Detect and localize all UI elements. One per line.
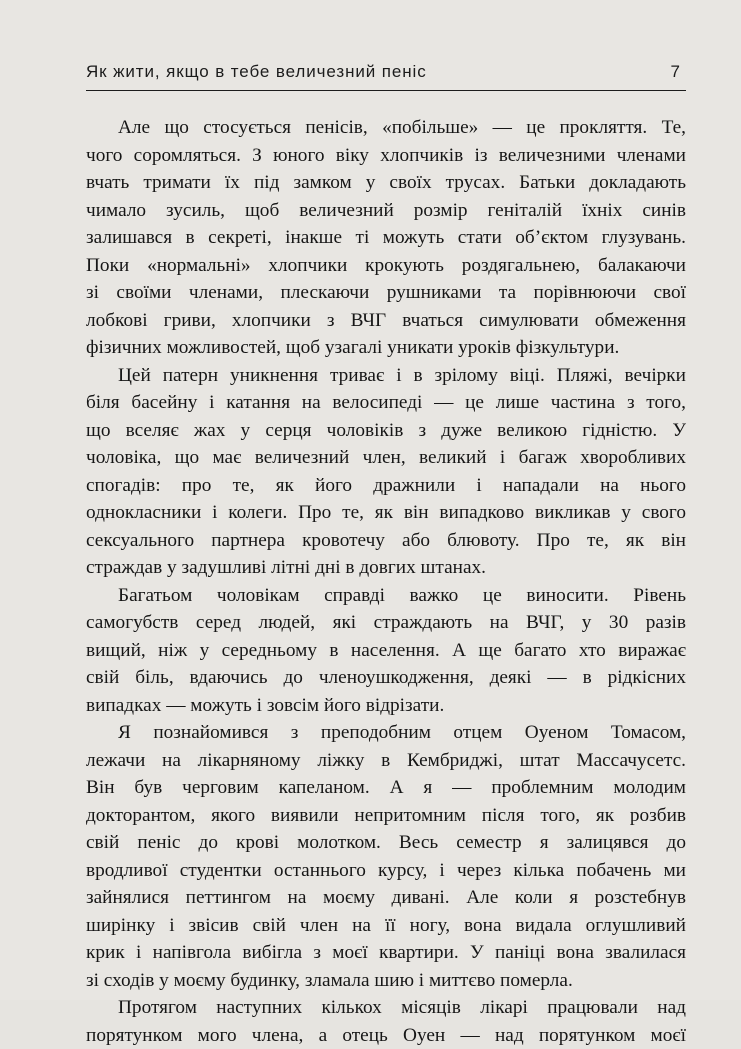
text-line: випадках — можуть і зовсім його відрізати. [86, 692, 686, 720]
text-line: чоловіка, що має величезний член, великий і багаж хворобливих [86, 444, 686, 472]
text-line: лежачи на лікарняному ліжку в Кембриджі, штат Массачусетс. [86, 747, 686, 775]
text-line: Багатьом чоловікам справді важко це виносити. Рівень [86, 582, 686, 610]
text-line: чого соромляться. З юного віку хлопчиків із величезними членами [86, 142, 686, 170]
text-line: зі своїми членами, плескаючи рушниками та порівнюючи свої [86, 279, 686, 307]
text-line: Він був черговим капеланом. А я — проблемним молодим [86, 774, 686, 802]
text-line: зайнялися петтингом на моєму дивані. Але коли я розстебнув [86, 884, 686, 912]
text-line: Цей патерн уникнення триває і в зрілому віці. Пляжі, вечірки [86, 362, 686, 390]
text-line: вродливої студентки останнього курсу, і через кілька побачень ми [86, 857, 686, 885]
text-line: чимало зусиль, щоб величезний розмір геніталій їхніх синів [86, 197, 686, 225]
text-line: Але що стосується пенісів, «побільше» — це прокляття. Те, [86, 114, 686, 142]
text-line: Протягом наступних кількох місяців лікарі працювали над [86, 994, 686, 1022]
paragraph-3 [86, 582, 686, 720]
text-line: спогадів: про те, як його дражнили і нападали на нього [86, 472, 686, 500]
paragraph-5 [86, 994, 686, 1049]
text-line: свій пеніс до крові молотком. Весь семестр я залицявся до [86, 829, 686, 857]
text-line: докторантом, якого виявили непритомним після того, як розбив [86, 802, 686, 830]
text-line: порятунком мого члена, а отець Оуен — над порятунком моєї [86, 1022, 686, 1049]
text-line: вчать тримати їх під замком у своїх трусах. Батьки докладають [86, 169, 686, 197]
page-header [86, 60, 686, 91]
text-line: свій біль, вдаючись до членоушкодження, деякі — в рідкісних [86, 664, 686, 692]
text-line: фізичних можливостей, щоб узагалі уникати уроків фізкультури. [86, 334, 686, 362]
text-line: страждав у задушливі літні дні в довгих штанах. [86, 554, 686, 582]
text-line: Поки «нормальні» хлопчики крокують роздягальнею, балакаючи [86, 252, 686, 280]
text-line: однокласники і колеги. Про те, як він випадково викликав у свого [86, 499, 686, 527]
text-line: лобкові гриви, хлопчики з ВЧГ вчаться симулювати обмеження [86, 307, 686, 335]
text-line: залишався в секреті, інакше ті можуть стати об’єктом глузувань. [86, 224, 686, 252]
text-line: самогубств серед людей, які страждають на ВЧГ, у 30 разів [86, 609, 686, 637]
paragraph-4 [86, 719, 686, 994]
paragraph-2 [86, 362, 686, 582]
text-line: біля басейну і катання на велосипеді — це лише частина з того, [86, 389, 686, 417]
text-line: крик і напівгола вибігла з моєї квартири. У паніці вона звалилася [86, 939, 686, 967]
text-line: сексуального партнера кровотечу або блювоту. Про те, як він [86, 527, 686, 555]
text-line: що вселяє жах у серця чоловіків з дуже великою гідністю. У [86, 417, 686, 445]
page-number: 7 [671, 62, 680, 82]
body-text [86, 114, 686, 1049]
text-line: Я познайомився з преподобним отцем Оуеном Томасом, [86, 719, 686, 747]
running-title: Як жити, якщо в тебе величезний пеніс [86, 62, 427, 82]
text-line: зі сходів у моєму будинку, зламала шию і миттєво померла. [86, 967, 686, 995]
text-line: вищий, ніж у середньому в населення. А ще багато хто виражає [86, 637, 686, 665]
text-line: ширінку і звісив свій член на її ногу, вона видала оглушливий [86, 912, 686, 940]
paragraph-1 [86, 114, 686, 362]
